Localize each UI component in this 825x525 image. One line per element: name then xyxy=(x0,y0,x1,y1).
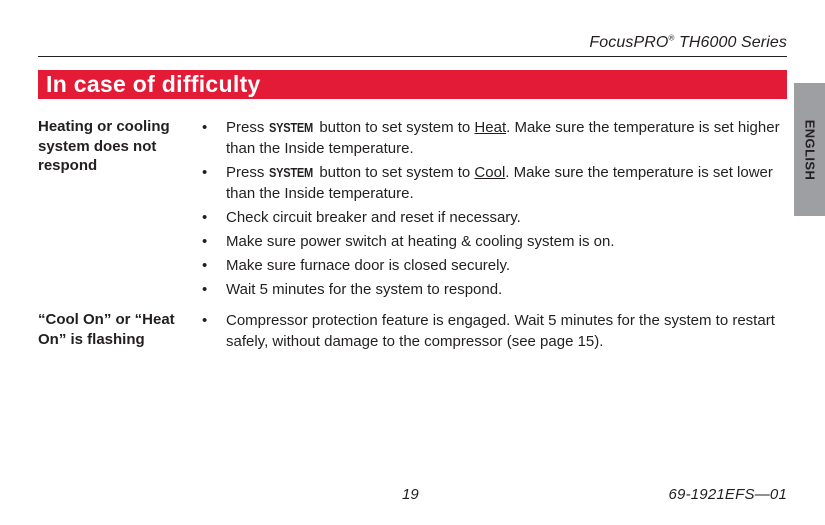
bullet-icon: • xyxy=(202,257,208,274)
bullet-icon: • xyxy=(202,281,208,298)
remedy-item xyxy=(198,231,790,252)
remedy-text: Check circuit breaker and reset if necessary. xyxy=(226,209,521,226)
document-number: 69-1921EFS—01 xyxy=(668,486,787,503)
remedy-text: Press xyxy=(226,119,269,136)
remedy-text: Compressor protection feature is engaged. Wait 5 minutes for the system to restart safely, without damage to the compressor (see page 15). xyxy=(226,312,775,350)
setting-heat: Heat xyxy=(474,119,507,136)
bullet-icon: • xyxy=(202,209,208,226)
header-title xyxy=(589,34,787,52)
bullet-icon: • xyxy=(202,312,208,329)
problem-label: “Cool On” or “Heat On” is flashing xyxy=(38,311,175,348)
series-name: TH6000 Series xyxy=(674,34,787,51)
language-tab-label: ENGLISH xyxy=(802,119,817,180)
remedy-item xyxy=(198,162,790,204)
bullet-icon: • xyxy=(202,119,208,136)
section-title: In case of difficulty xyxy=(46,71,261,97)
remedy-item xyxy=(198,117,790,159)
system-key-label: SYSTEM xyxy=(268,120,313,135)
bullet-icon: • xyxy=(202,164,208,181)
remedy-item xyxy=(198,255,790,276)
remedy-text: Wait 5 minutes for the system to respond. xyxy=(226,281,503,298)
remedy-text: button to set system to xyxy=(315,164,475,181)
remedy-text: . Make sure the temperature is set higher than the Inside temperature. xyxy=(226,119,780,157)
language-tab xyxy=(794,83,825,216)
remedy-text: . Make sure the temperature is set lower than the Inside temperature. xyxy=(226,164,773,202)
problem-label: Heating or cooling system does not respond xyxy=(38,118,170,174)
setting-cool: Cool xyxy=(474,164,506,181)
system-key-label: SYSTEM xyxy=(268,165,313,180)
remedy-item xyxy=(198,310,790,352)
remedy-item xyxy=(198,279,790,300)
header-rule xyxy=(38,56,787,57)
section-banner xyxy=(38,70,787,99)
remedy-text: button to set system to xyxy=(315,119,475,136)
remedy-list xyxy=(198,310,790,355)
remedy-text: Make sure furnace door is closed securely. xyxy=(226,257,511,274)
page-number: 19 xyxy=(402,486,419,503)
brand-name: FocusPRO xyxy=(589,34,669,51)
remedy-list xyxy=(198,117,790,303)
registered-mark: ® xyxy=(668,33,675,43)
remedy-text: Press xyxy=(226,164,269,181)
bullet-icon: • xyxy=(202,233,208,250)
remedy-text: Make sure power switch at heating & cooling system is on. xyxy=(226,233,615,250)
remedy-item xyxy=(198,207,790,228)
